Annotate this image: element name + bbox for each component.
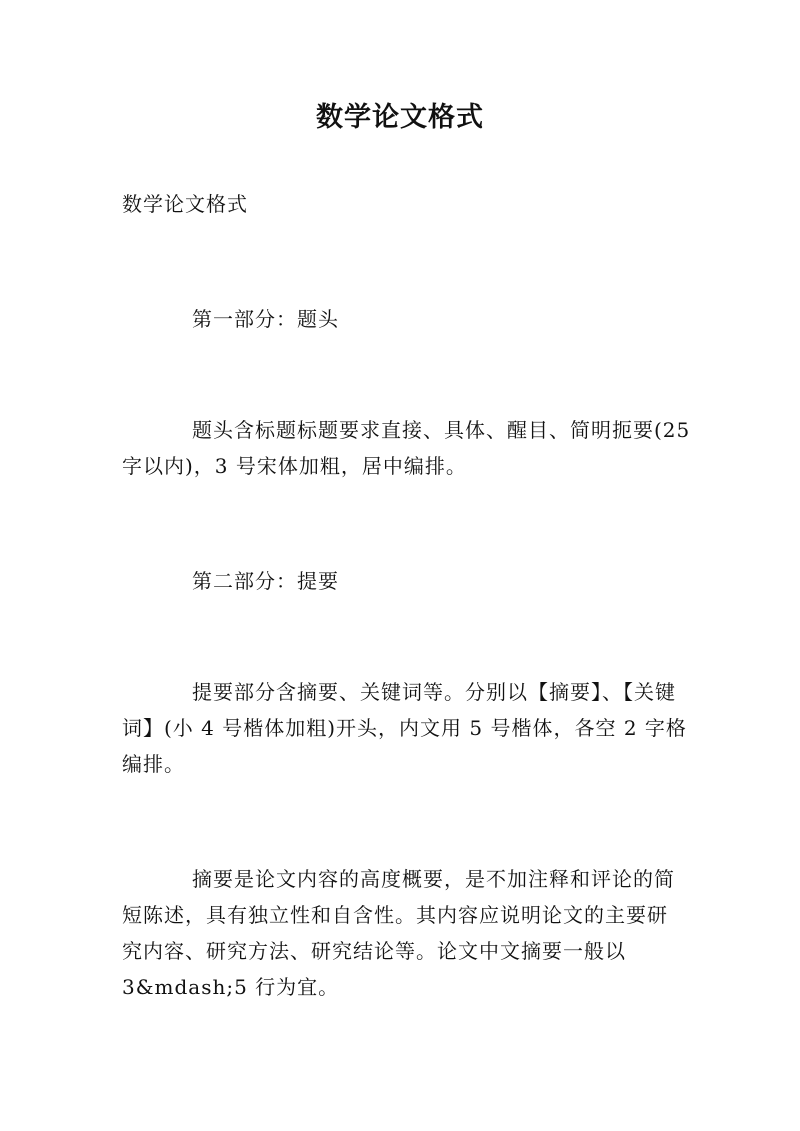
paragraph-line: 究内容、研究方法、研究结论等。论文中文摘要一般以: [122, 939, 626, 963]
paragraph-line: 字以内)，3 号宋体加粗，居中编排。: [122, 454, 467, 478]
paragraph-1: [122, 412, 691, 484]
paragraph-3: [122, 861, 682, 1005]
section-heading-1: 第一部分：题头: [192, 307, 339, 331]
paragraph-line: 词】(小 4 号楷体加粗)开头，内文用 5 号楷体，各空 2 字格: [122, 716, 687, 740]
paragraph-line: 提要部分含摘要、关键词等。分别以【摘要】、【关键: [192, 680, 676, 704]
document-subtitle: 数学论文格式: [122, 192, 248, 216]
paragraph-2: [122, 674, 687, 782]
section-heading-2: 第二部分：提要: [192, 569, 339, 593]
paragraph-line: 短陈述，具有独立性和自含性。其内容应说明论文的主要研: [122, 903, 668, 927]
document-title: 数学论文格式: [316, 102, 484, 133]
paragraph-line: 3&mdash;5 行为宜。: [122, 975, 340, 999]
paragraph-line: 编排。: [122, 752, 185, 776]
paragraph-line: 摘要是论文内容的高度概要，是不加注释和评论的简: [192, 867, 675, 891]
paragraph-line: 题头含标题标题要求直接、具体、醒目、简明扼要(25: [192, 418, 691, 442]
